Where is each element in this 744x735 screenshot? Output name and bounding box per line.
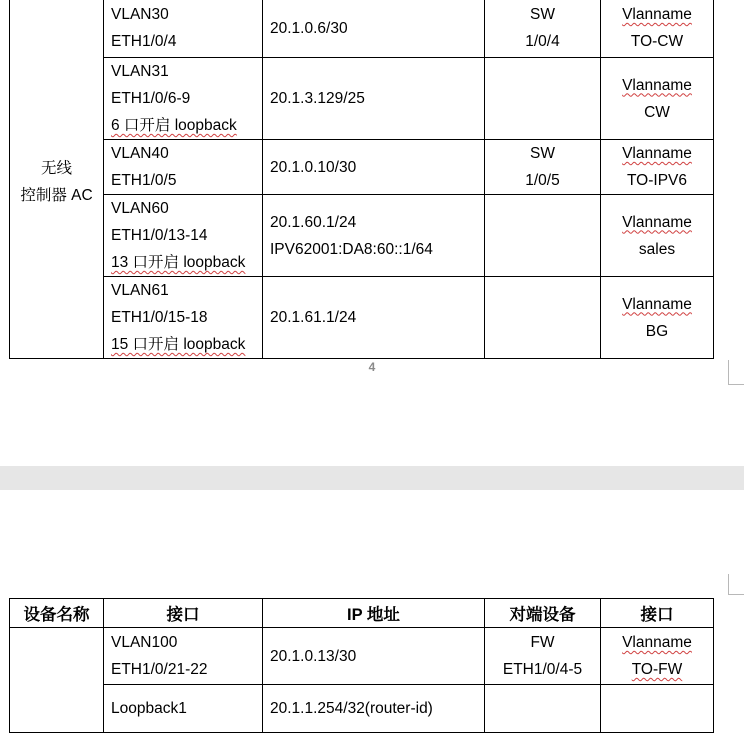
interface-cell xyxy=(104,277,263,359)
interface-line: VLAN60 xyxy=(111,200,169,217)
peer-interface-cell xyxy=(601,628,714,685)
peer-device-cell xyxy=(485,140,601,195)
interface-line: ETH1/0/13-14 xyxy=(111,227,208,244)
ip-cell xyxy=(263,277,485,359)
peer-interface-cell xyxy=(601,195,714,277)
peer-iface-line: TO-IPV6 xyxy=(626,172,687,189)
interface-table-top xyxy=(9,0,714,359)
table-row xyxy=(10,140,714,195)
peer-device-cell xyxy=(485,628,601,685)
ip-cell xyxy=(263,628,485,685)
ip-cell xyxy=(263,685,485,733)
peer-iface-line: Vlanname xyxy=(622,213,692,231)
peer-device-cell xyxy=(485,277,601,359)
peer-interface-cell xyxy=(601,140,714,195)
table-row xyxy=(10,195,714,277)
column-header: IP 地址 xyxy=(263,599,485,628)
interface-line: VLAN61 xyxy=(111,282,169,299)
ip-line: 20.1.3.129/25 xyxy=(270,90,365,107)
interface-line: ETH1/0/15-18 xyxy=(111,309,208,326)
table-row xyxy=(10,58,714,140)
interface-line: ETH1/0/6-9 xyxy=(111,90,191,107)
peer-iface-line: CW xyxy=(644,103,670,121)
peer-iface-line: BG xyxy=(645,322,669,340)
peer-device-cell xyxy=(485,58,601,140)
peer-iface-line: Vlanname xyxy=(622,76,692,94)
interface-line: VLAN30 xyxy=(111,6,169,23)
interface-cell xyxy=(104,140,263,195)
page-corner-mark xyxy=(728,574,744,595)
column-header: 接口 xyxy=(601,599,714,628)
table-row xyxy=(10,277,714,359)
device-name-cell xyxy=(10,0,104,359)
ip-line: 20.1.1.254/32(router-id) xyxy=(270,700,433,717)
peer-iface-line: sales xyxy=(638,240,676,258)
table-row xyxy=(10,685,714,733)
peer-interface-cell xyxy=(601,0,714,58)
peer-iface-line: TO-CW xyxy=(630,33,684,50)
ip-line: 20.1.61.1/24 xyxy=(270,309,357,326)
peer-line: FW xyxy=(530,634,555,651)
peer-device-cell xyxy=(485,0,601,58)
peer-line: SW xyxy=(530,6,555,23)
peer-iface-line: Vlanname xyxy=(622,6,692,23)
peer-iface-line: TO-FW xyxy=(631,661,683,678)
interface-line: 13 口开启 loopback xyxy=(111,254,246,271)
column-header: 对端设备 xyxy=(485,599,601,628)
peer-line: SW xyxy=(530,145,555,162)
ip-line: IPV62001:DA8:60::1/64 xyxy=(270,240,433,258)
interface-line: VLAN31 xyxy=(111,63,169,80)
peer-iface-line: Vlanname xyxy=(622,295,692,313)
peer-line: 1/0/4 xyxy=(525,33,560,50)
device-name-line: 无线 xyxy=(40,159,72,177)
interface-line: 15 口开启 loopback xyxy=(111,336,246,353)
interface-line: 6 口开启 loopback xyxy=(111,117,237,134)
page-corner-mark xyxy=(728,360,744,385)
peer-iface-line: Vlanname xyxy=(622,634,692,651)
peer-iface-line: Vlanname xyxy=(622,145,692,162)
ip-line: 20.1.0.13/30 xyxy=(270,647,357,665)
peer-interface-cell xyxy=(601,685,714,733)
page-gap xyxy=(0,466,744,490)
interface-line: VLAN100 xyxy=(111,634,178,651)
peer-line: 1/0/5 xyxy=(525,172,560,189)
interface-cell xyxy=(104,195,263,277)
interface-cell xyxy=(104,0,263,58)
table-row xyxy=(10,0,714,58)
ip-cell xyxy=(263,58,485,140)
device-name-cell xyxy=(10,628,104,733)
interface-line: VLAN40 xyxy=(111,145,169,162)
ip-cell xyxy=(263,0,485,58)
ip-line: 20.1.60.1/24 xyxy=(270,213,357,231)
interface-cell xyxy=(104,628,263,685)
peer-device-cell xyxy=(485,195,601,277)
ip-cell xyxy=(263,140,485,195)
column-header: 设备名称 xyxy=(10,599,104,628)
interface-cell xyxy=(104,685,263,733)
page-number: 4 xyxy=(368,360,376,374)
interface-line: ETH1/0/5 xyxy=(111,172,177,189)
interface-line: ETH1/0/4 xyxy=(111,33,177,50)
peer-line: ETH1/0/4-5 xyxy=(502,661,583,678)
peer-device-cell xyxy=(485,685,601,733)
ip-line: 20.1.0.6/30 xyxy=(270,19,348,37)
interface-table-bottom xyxy=(9,598,714,733)
column-header: 接口 xyxy=(104,599,263,628)
ip-line: 20.1.0.10/30 xyxy=(270,158,357,176)
interface-line: Loopback1 xyxy=(111,700,187,717)
table-header-row xyxy=(10,599,714,628)
peer-interface-cell xyxy=(601,58,714,140)
ip-cell xyxy=(263,195,485,277)
table-row xyxy=(10,628,714,685)
peer-interface-cell xyxy=(601,277,714,359)
device-name-line: 控制器 AC xyxy=(20,186,93,204)
interface-cell xyxy=(104,58,263,140)
interface-line: ETH1/0/21-22 xyxy=(111,661,208,678)
